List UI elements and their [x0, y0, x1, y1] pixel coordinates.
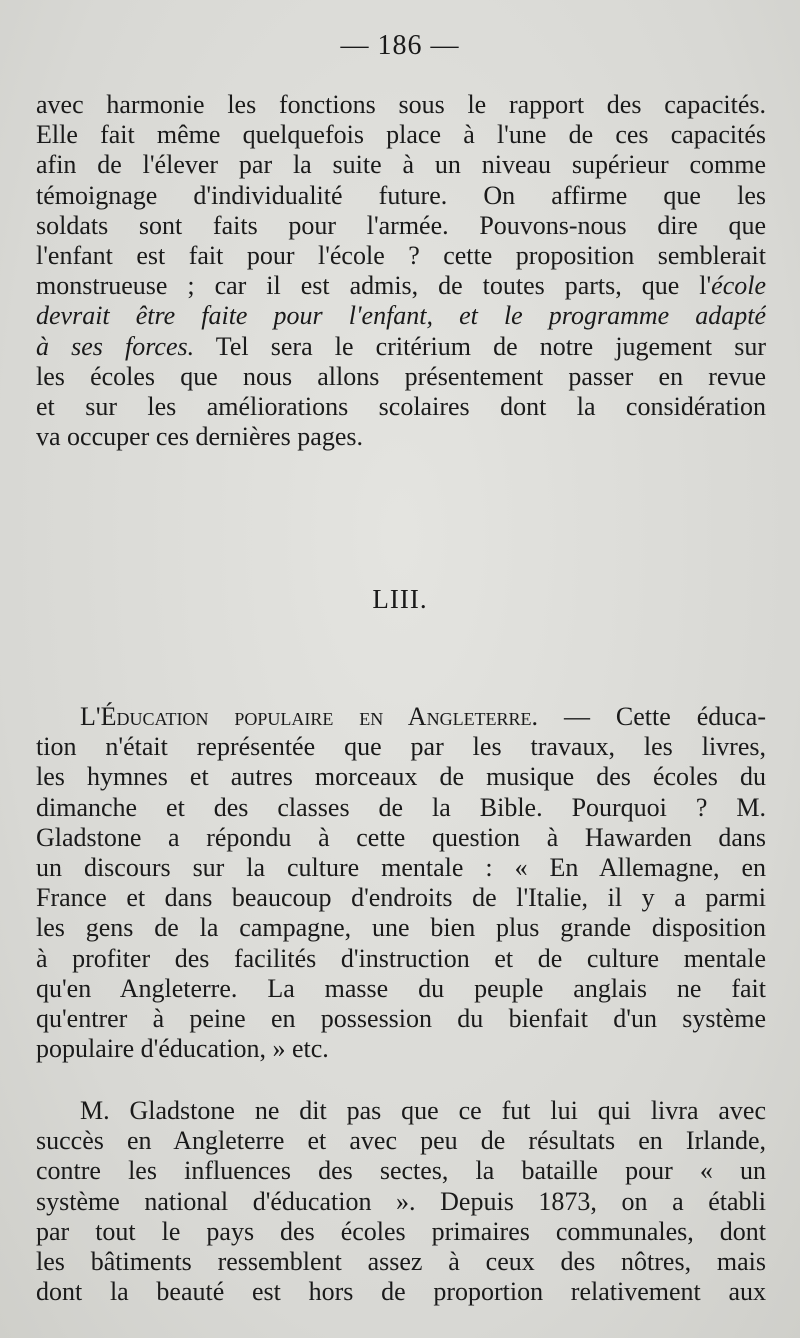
text-line: dont la beauté est hors de proportion relativement aux — [36, 1277, 766, 1307]
text-line: les hymnes et autres morceaux de musique des écoles du — [36, 762, 766, 792]
text-line: un discours sur la culture mentale : « En Allemagne, en — [36, 853, 766, 883]
text-line — [36, 332, 766, 362]
text-line: les gens de la campagne, une bien plus grande disposition — [36, 913, 766, 943]
text-line: afin de l'élever par la suite à un niveau supérieur comme — [36, 150, 766, 180]
text-segment: Tel sera le critérium de notre jugement sur — [194, 331, 766, 361]
section-heading: L'Éducation populaire en Angleterre. — [80, 702, 539, 731]
text-line: et sur les améliorations scolaires dont la considération — [36, 392, 766, 422]
text-line: populaire d'éducation, » etc. — [36, 1034, 329, 1064]
paragraph-1 — [36, 90, 766, 452]
italic-phrase: à ses forces. — [36, 331, 195, 361]
paragraph-3 — [36, 1096, 766, 1307]
text-line: qu'en Angleterre. La masse du peuple anglais ne fait — [36, 973, 766, 1003]
text-line: avec harmonie les fonctions sous le rapport des capacités. — [36, 90, 766, 119]
text-line: M. Gladstone ne dit pas que ce fut lui qui livra avec — [80, 1096, 766, 1125]
text-line: à profiter des facilités d'instruction et de culture mentale — [36, 943, 766, 973]
italic-word: école — [711, 271, 766, 301]
text-line — [36, 301, 766, 331]
text-line: qu'entrer à peine en possession du bienfait d'un système — [36, 1004, 766, 1034]
text-segment: monstrueuse ; car il est admis, de toutes parts, que l' — [36, 271, 712, 301]
text-line: soldats sont faits pour l'armée. Pouvons-nous dire que — [36, 210, 766, 240]
text-line: l'enfant est fait pour l'école ? cette proposition semblerait — [36, 241, 766, 271]
text-line: va occuper ces dernières pages. — [36, 422, 363, 452]
text-line: dimanche et des classes de la Bible. Pourquoi ? M. — [36, 792, 766, 822]
text-line: tion n'était représentée que par les travaux, les livres, — [36, 732, 766, 762]
text-line: par tout le pays des écoles primaires communales, dont — [36, 1216, 766, 1246]
text-line: Gladstone a répondu à cette question à Hawarden dans — [36, 822, 766, 852]
text-line: France et dans beaucoup d'endroits de l'Italie, il y a parmi — [36, 883, 766, 913]
text-segment: — Cette éduca- — [538, 702, 766, 731]
text-line — [36, 702, 766, 732]
text-line: Elle fait même quelquefois place à l'une de ces capacités — [36, 120, 766, 150]
text-line — [36, 271, 766, 301]
paragraph-2 — [36, 702, 766, 1064]
italic-phrase: devrait être faite pour l'enfant, et le programme adapté — [36, 301, 766, 331]
text-line: témoignage d'individualité future. On affirme que les — [36, 180, 766, 210]
text-line: contre les influences des sectes, la bataille pour « un — [36, 1156, 766, 1186]
text-line: les bâtiments ressemblent assez à ceux des nôtres, mais — [36, 1247, 766, 1277]
text-line: les écoles que nous allons présentement passer en revue — [36, 361, 766, 391]
page-number: — 186 — — [340, 30, 460, 61]
section-numeral: LIII. — [372, 584, 428, 614]
text-line: système national d'éducation ». Depuis 1873, on a établi — [36, 1186, 766, 1216]
text-line: succès en Angleterre et avec peu de résultats en Irlande, — [36, 1126, 766, 1156]
